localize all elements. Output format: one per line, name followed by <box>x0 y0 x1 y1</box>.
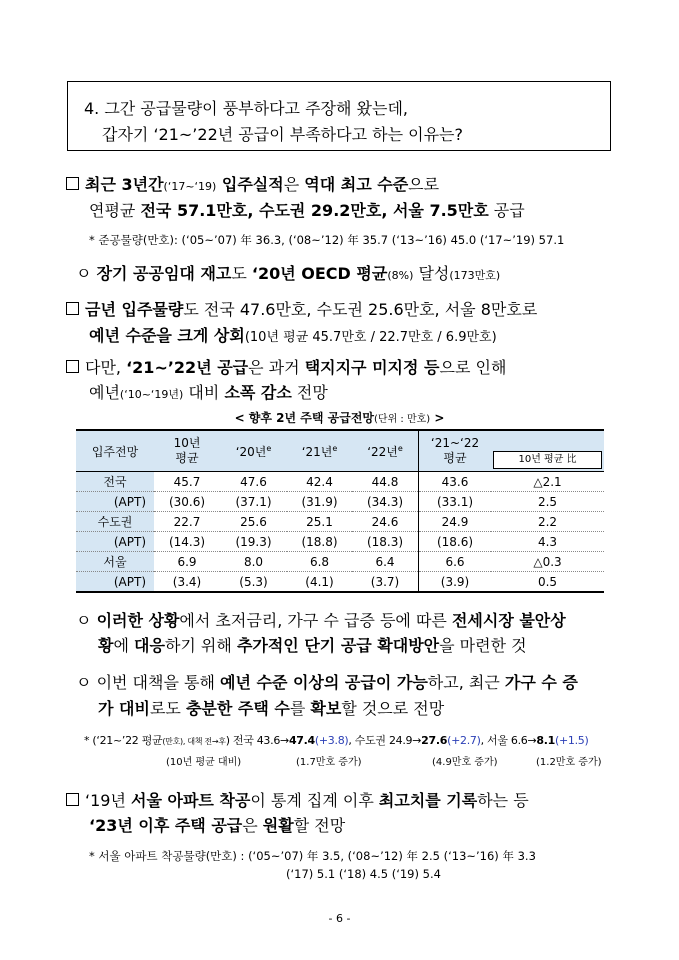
s5-line-2: 황에 대응하기 위해 추가적인 단기 공급 확대방안을 마련한 것 <box>98 636 527 655</box>
s3-line-1: 금년 입주물량도 전국 47.6만호, 수도권 25.6만호, 서울 8만호로 <box>66 297 537 320</box>
s5-line-1: ㅇ 이러한 상황에서 초저금리, 가구 수 급증 등에 따른 전세시장 불안상 <box>76 611 566 630</box>
table-row: (APT) (3.4) (5.3) (4.1) (3.7) (3.9) 0.5 <box>76 572 604 593</box>
s1-line-2: 연평균 전국 57.1만호, 수도권 29.2만호, 서울 7.5만호 공급 <box>89 201 525 220</box>
question-box <box>67 81 611 151</box>
s6-line-2: 가 대비로도 충분한 주택 수를 확보할 것으로 전망 <box>98 699 445 718</box>
table-row: (APT) (30.6) (37.1) (31.9) (34.3) (33.1) 2.5 <box>76 492 604 512</box>
table-header-row <box>76 430 604 472</box>
question-line-1: 4. 그간 공급물량이 풍부하다고 주장해 왔는데, <box>84 99 408 118</box>
table-row: 서울 6.9 8.0 6.8 6.4 6.6 △0.3 <box>76 552 604 572</box>
table-caption: < 향후 2년 주택 공급전망(단위 : 만호) > <box>234 411 445 425</box>
s3-line-2: 예년 수준을 크게 상회(10년 평균 45.7만호 / 22.7만호 / 6.9만호) <box>89 326 497 345</box>
s6-note-2b: (1.7만호 증가) <box>296 757 362 768</box>
s1-line-1: 최근 3년간(‘17~‘19) 입주실적은 역대 최고 수준으로 <box>66 172 439 195</box>
square-bullet-icon <box>66 360 79 373</box>
s4-line-2: 예년(‘10~‘19년) 대비 소폭 감소 전망 <box>89 383 328 402</box>
header-cell: ‘22년$^e$ <box>352 430 419 472</box>
header-cell: ‘21년$^e$ <box>287 430 352 472</box>
s1-note: * 준공물량(만호): (‘05~’07) 年 36.3, (‘08~’12) 年 35.7 (‘13~’16) 45.0 (‘17~’19) 57.1 <box>89 233 565 247</box>
s2-line: ㅇ 장기 공공임대 재고도 ‘20년 OECD 평균(8%) 달성(173만호) <box>76 264 501 283</box>
question-line-2: 갑자기 ‘21~’22년 공급이 부족하다고 하는 이유는? <box>102 125 463 144</box>
square-bullet-icon <box>66 793 79 806</box>
table-row: 수도권 22.7 25.6 25.1 24.6 24.9 2.2 <box>76 512 604 532</box>
square-bullet-icon <box>66 177 79 190</box>
page-number: - 6 - <box>328 912 351 925</box>
s7-line-2: ‘23년 이후 주택 공급은 원활할 전망 <box>89 816 346 835</box>
header-cell: 10년 평균 <box>154 430 220 472</box>
header-cell: ‘20년$^e$ <box>220 430 287 472</box>
s7-line-1: ‘19년 서울 아파트 착공이 통계 집계 이후 최고치를 기록하는 등 <box>66 788 529 811</box>
s6-note-2c: (4.9만호 증가) <box>432 757 498 768</box>
header-cell: 입주전망 <box>76 430 154 472</box>
table-row: 전국 45.7 47.6 42.4 44.8 43.6 △2.1 <box>76 472 604 492</box>
s6-line-1: ㅇ 이번 대책을 통해 예년 수준 이상의 공급이 가능하고, 최근 가구 수 증 <box>76 673 578 692</box>
s6-note-1: * (‘21~’22 평균(만호), 대책 전→후) 전국 43.6→47.4(+3.8), 수도권 24.9→27.6(+2.7), 서울 6.6→8.1(+1.5) <box>84 734 589 747</box>
table-row: (APT) (14.3) (19.3) (18.8) (18.3) (18.6) 4.3 <box>76 532 604 552</box>
circle-bullet-icon: ㅇ <box>76 673 92 692</box>
header-cell: ‘21~‘22 평균 <box>419 430 492 472</box>
header-cell: 10년 평균 比 <box>491 430 604 472</box>
s6-note-2a: (10년 평균 대비) <box>166 757 242 768</box>
s4-line-1: 다만, ‘21~’22년 공급은 과거 택지지구 미지정 등으로 인해 <box>66 355 506 378</box>
s7-note-1: * 서울 아파트 착공물량(만호) : (‘05~’07) 年 3.5, (‘08~’12) 年 2.5 (‘13~’16) 年 3.3 <box>89 849 536 863</box>
s6-note-2d: (1.2만호 증가) <box>536 757 602 768</box>
square-bullet-icon <box>66 302 79 315</box>
circle-bullet-icon: ㅇ <box>76 611 92 630</box>
circle-bullet-icon: ㅇ <box>76 264 92 283</box>
s7-note-2: (‘17) 5.1 (‘18) 4.5 (‘19) 5.4 <box>286 867 441 881</box>
supply-forecast-table <box>76 429 604 593</box>
